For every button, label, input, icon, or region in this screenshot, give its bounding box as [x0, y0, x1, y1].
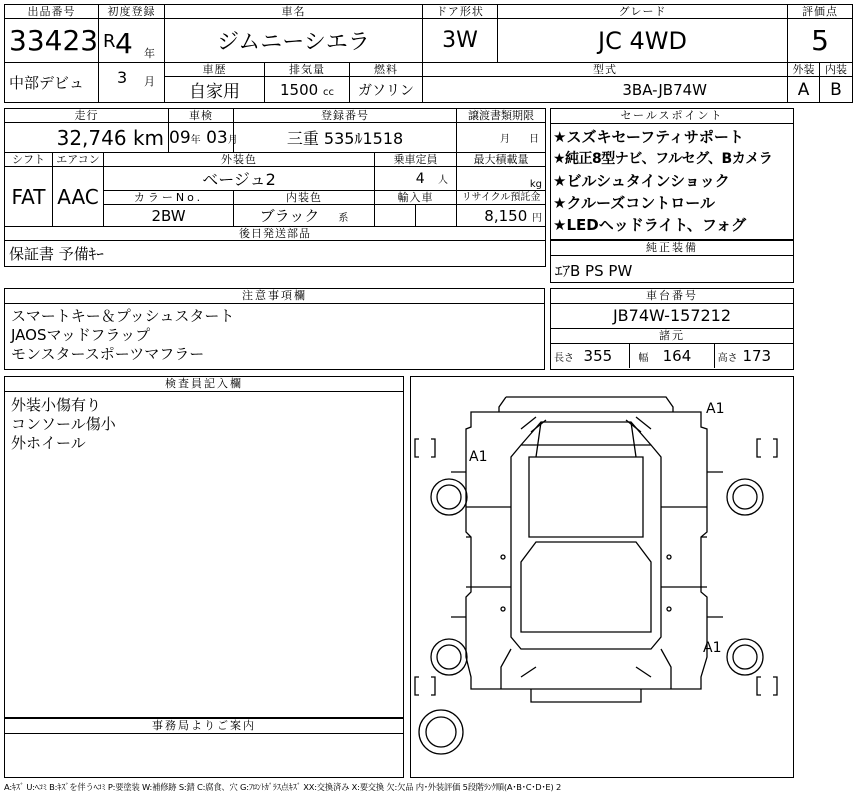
notes-box [4, 288, 545, 370]
recycle-fee: 8,150 円 [457, 205, 546, 227]
reg-year: 4 [115, 27, 133, 60]
label-max-load: 最大積載量 [457, 153, 546, 167]
label-color-number: カラーNo. [104, 191, 234, 205]
notes-title: 注意事項欄 [5, 289, 544, 304]
header-table [4, 4, 853, 103]
air-conditioner: AAC [53, 167, 104, 227]
import-a [375, 205, 416, 227]
height: 高さ 173 [717, 347, 772, 365]
damage-mark: A1 [706, 401, 725, 417]
venue: 中部デビュ [5, 63, 99, 103]
length: 長さ 355 [551, 344, 630, 368]
model-code: 3BA-JB74W [423, 77, 788, 103]
chassis-box [550, 288, 794, 370]
label-ac: エアコン [53, 153, 104, 167]
equipment-box [550, 240, 794, 283]
history: 自家用 [165, 77, 265, 103]
equipment-value: ｴｱB PS PW [555, 262, 633, 280]
capacity: 4 人 [375, 167, 457, 191]
label-recycle: リサイクル預託金 [457, 191, 546, 205]
label-plate: 登録番号 [234, 109, 457, 123]
chassis-title: 車台番号 [551, 289, 793, 304]
inspector-line: コンソール傷小 [11, 415, 116, 433]
sales-item: ★純正8型ナビ、フルセグ、Bカメラ [553, 151, 773, 167]
lot-number: 33423 [5, 19, 99, 63]
label-exterior: 外装 [788, 63, 820, 77]
label-inspection: 車検 [169, 109, 234, 123]
sales-item: ★クルーズコントロール [553, 194, 715, 212]
label-interior-color: 内装色 [234, 191, 375, 205]
door-type: 3W [423, 19, 498, 63]
label-door: ドア形状 [423, 5, 498, 19]
inspector-title: 検査員記入欄 [5, 377, 403, 392]
label-model: 型式 [423, 63, 788, 77]
damage-mark: A1 [469, 449, 488, 465]
label-grade: グレード [498, 5, 788, 19]
import-b [416, 205, 457, 227]
fuel: ガソリン [350, 77, 423, 103]
office-title: 事務局よりご案内 [5, 719, 403, 734]
interior-grade: B [820, 77, 853, 103]
note-line: モンスタースポーツマフラー [11, 345, 205, 363]
inspector-line: 外ホイール [11, 434, 86, 452]
year-unit: 年 [144, 47, 155, 60]
inspector-box [4, 376, 404, 718]
label-mileage: 走行 [5, 109, 169, 123]
sales-item: ★スズキセーフティサポート [553, 128, 744, 146]
damage-diagram-box [410, 376, 794, 778]
era: R [103, 31, 116, 52]
shift: FAT [5, 167, 53, 227]
sales-point-box [550, 108, 794, 240]
chassis-number: JB74W-157212 [551, 304, 793, 329]
label-fuel: 燃料 [350, 63, 423, 77]
plate-number: 三重 535ﾙ1518 [234, 123, 457, 153]
transfer-deadline: 月 日 [457, 123, 546, 153]
inspector-line: 外装小傷有り [11, 396, 102, 414]
damage-legend: A:ｷｽﾞ U:ﾍｺﾐ B:ｷｽﾞを伴うﾍｺﾐ P:要塗装 W:補修跡 S:錆 C:腐食、穴 G:ﾌﾛﾝﾄｶﾞﾗｽ点ｷｽﾞ XX:交換済み X:要交換 欠:欠品 内･外装評価 5段階ﾗﾝｸ順(A･B･C･D･E) 2 [4, 782, 562, 792]
label-lot-number: 出品番号 [5, 5, 99, 19]
office-box [4, 718, 404, 778]
label-shift: シフト [5, 153, 53, 167]
car-diagram [411, 377, 793, 777]
exterior-grade: A [788, 77, 820, 103]
label-aftersend-parts: 後日発送部品 [5, 227, 546, 241]
inspection-date: 09年 03月 [169, 123, 234, 153]
equipment-title: 純正装備 [551, 241, 793, 256]
label-score: 評価点 [788, 5, 853, 19]
note-line: JAOSマッドフラップ [11, 326, 151, 344]
grade: JC 4WD [498, 19, 788, 63]
first-registration-month [99, 63, 165, 103]
label-import: 輸入車 [375, 191, 457, 205]
spec-table [4, 108, 546, 267]
aftersend-parts: 保証書 予備ｷｰ [5, 241, 546, 267]
sales-point-title: セールスポイント [551, 109, 793, 124]
label-car-name: 車名 [165, 5, 423, 19]
first-registration-year [99, 19, 165, 63]
color-number: 2BW [104, 205, 234, 227]
displacement: 1500 cc [265, 77, 350, 103]
month-unit: 月 [144, 75, 155, 88]
label-history: 車歴 [165, 63, 265, 77]
mileage: 32,746 km [5, 123, 169, 153]
note-line: スマートキー＆プッシュスタート [11, 307, 235, 325]
score: 5 [788, 19, 853, 63]
interior-color: ブラック 系 [234, 205, 375, 227]
damage-mark: A1 [703, 640, 722, 656]
spec-title: 諸元 [551, 329, 793, 344]
label-exterior-color: 外装色 [104, 153, 375, 167]
max-load: kg [457, 167, 546, 191]
sales-item: ★LEDヘッドライト、フォグ [553, 216, 747, 234]
sales-item: ★ビルシュタインショック [553, 172, 730, 190]
exterior-color: ベージュ2 [104, 167, 375, 191]
label-transfer-deadline: 譲渡書類期限 [457, 109, 546, 123]
reg-month: 3 [117, 68, 128, 87]
width: 幅 164 [630, 344, 714, 368]
label-displacement: 排気量 [265, 63, 350, 77]
car-name: ジムニーシエラ [165, 19, 423, 63]
label-first-registration: 初度登録 [99, 5, 165, 19]
label-interior: 内装 [820, 63, 853, 77]
label-capacity: 乗車定員 [375, 153, 457, 167]
